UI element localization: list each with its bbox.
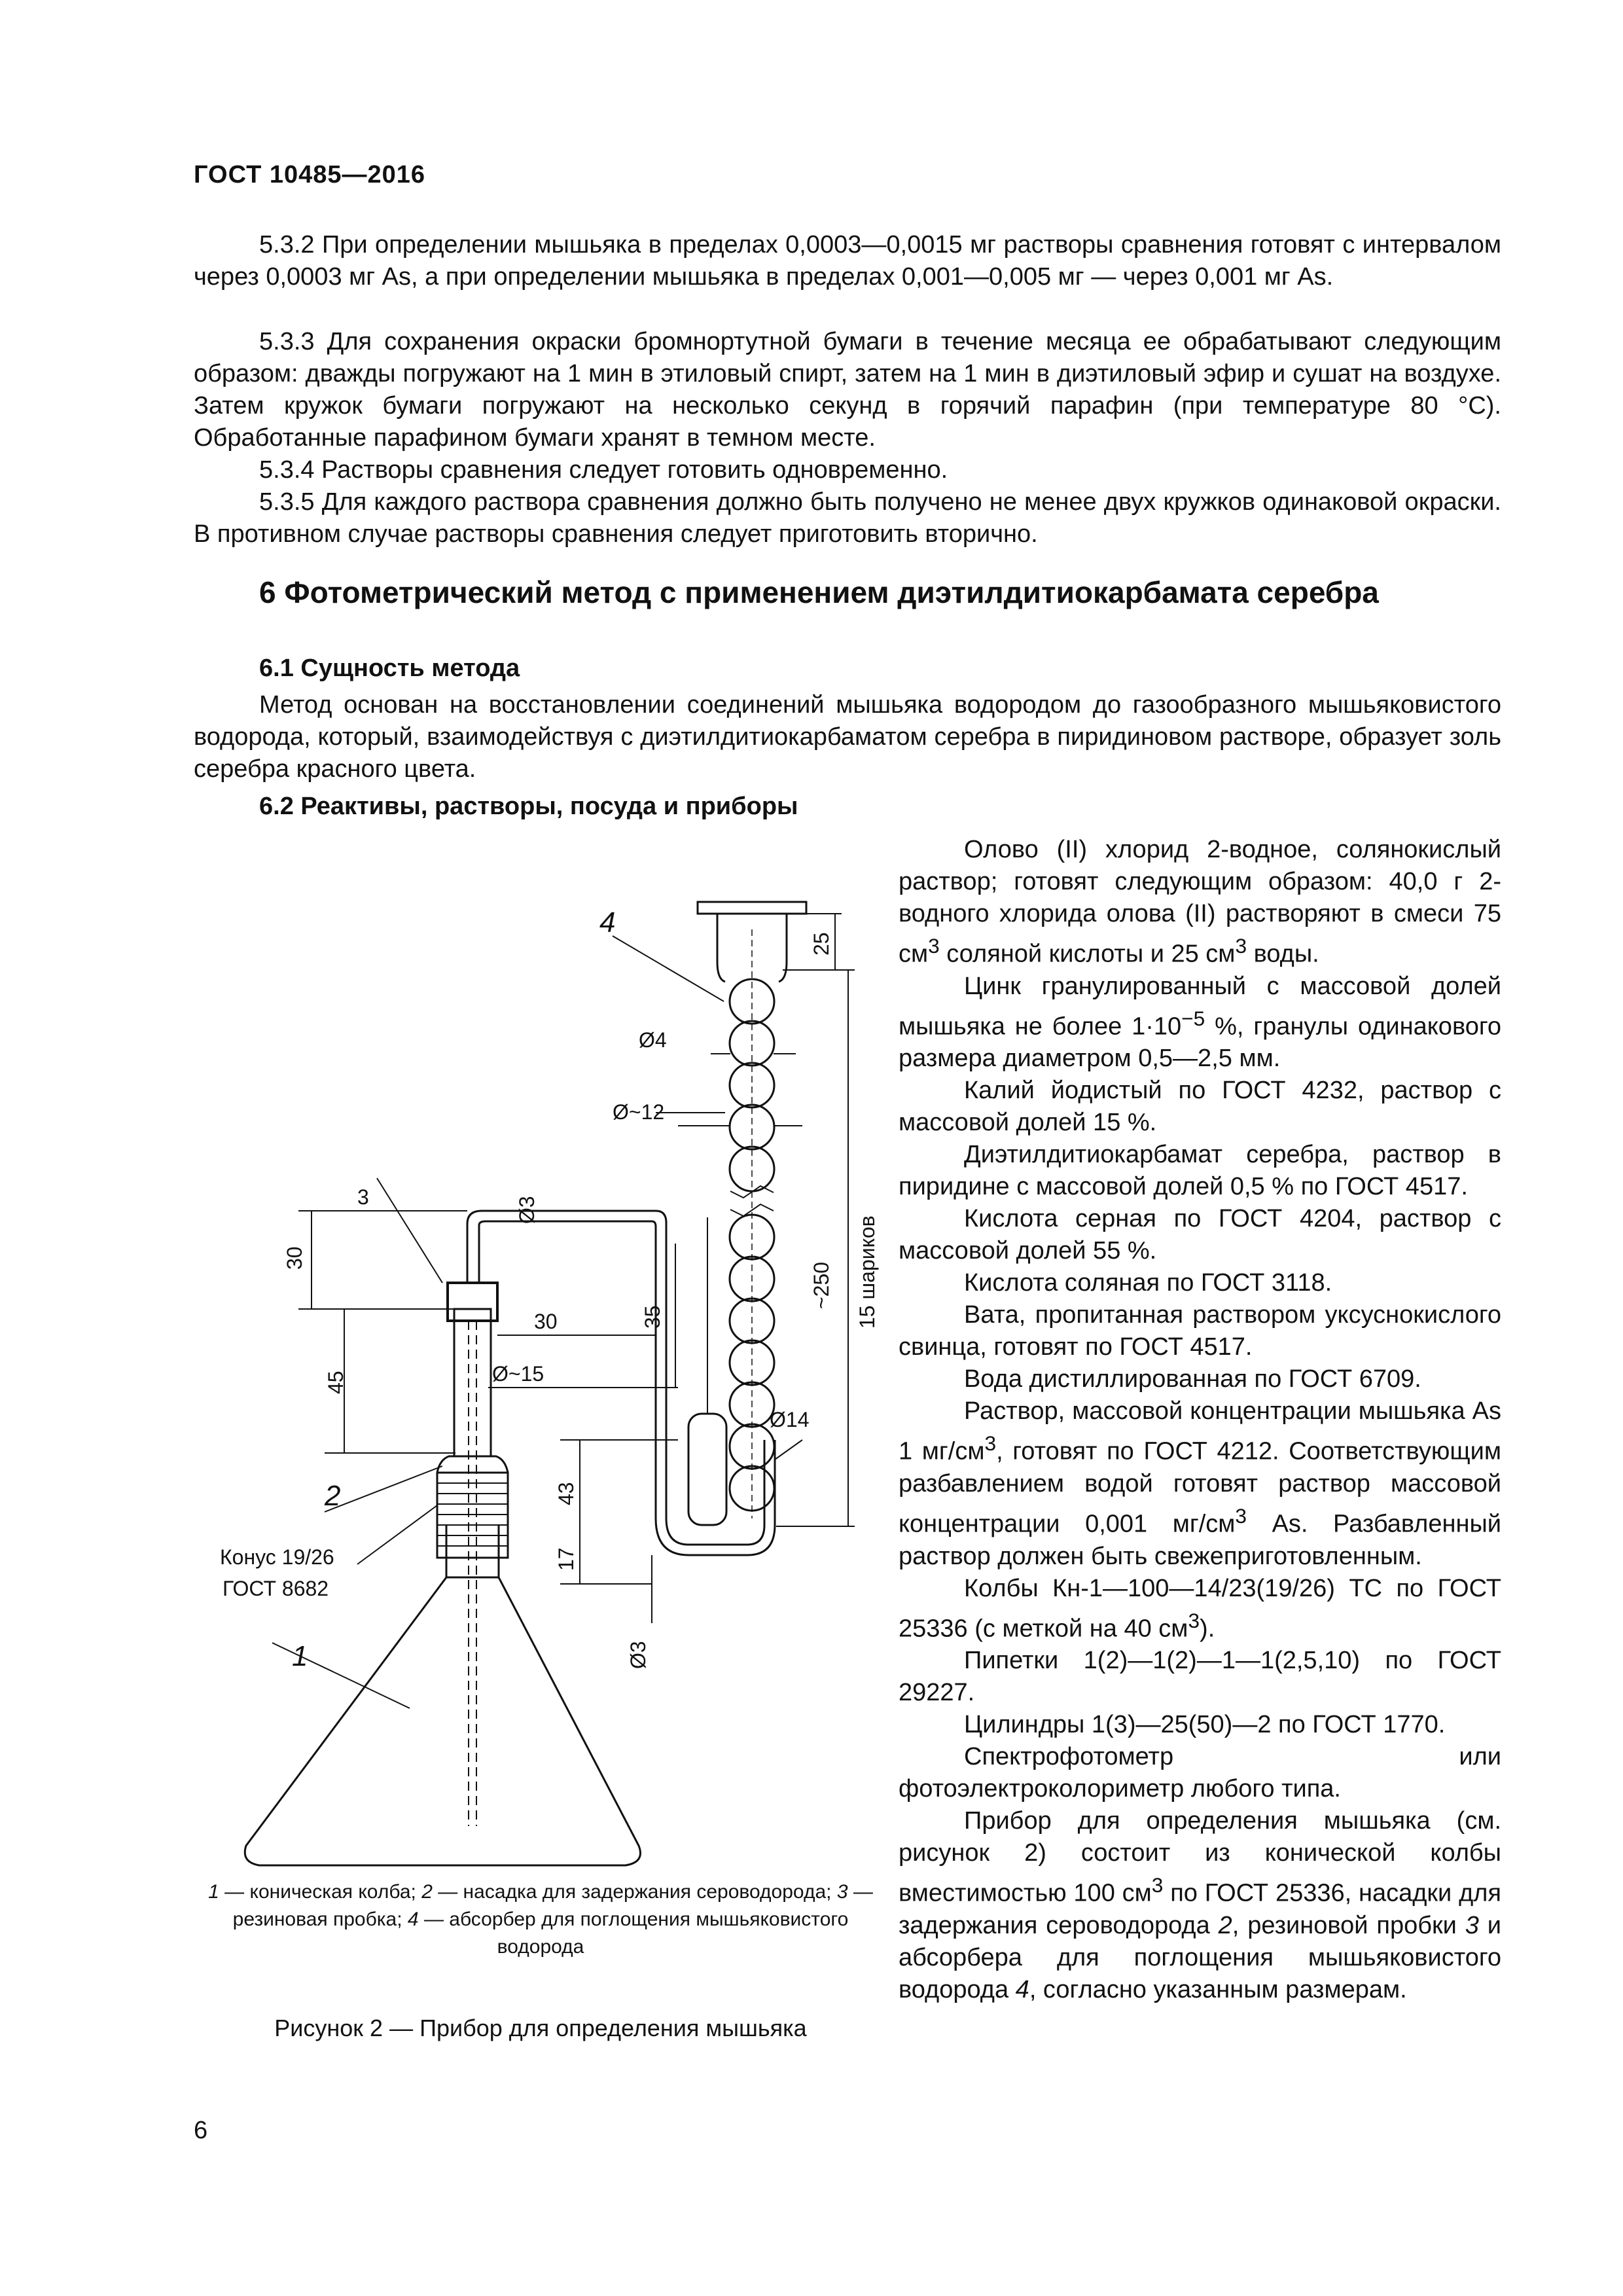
page-number: 6 bbox=[194, 2117, 208, 2144]
reagent-silver-ddtc: Диэтилдитиокарбамат серебра, раствор в пиридине с массовой долей 0,5 % по ГОСТ 4517. bbox=[899, 1141, 1501, 1201]
reagent-hydrochloric-acid: Кислота соляная по ГОСТ 3118. bbox=[964, 1269, 1332, 1297]
label-dim250: ~250 bbox=[810, 1261, 833, 1309]
label-d4: Ø4 bbox=[639, 1028, 667, 1052]
paragraph-5-3-3: 5.3.3 Для сохранения окраски бромнортутной бумаги в течение месяца ее обрабатывают следующим образом: дважды погружают на 1 мин в этиловый спирт, затем на 1 мин в диэтиловый эфир и сушат на воздухе. Затем кружок бумаги погружают на несколько секунд в горячий парафин (при температуре 80 °С). Обработанные парафином бумаги хранят в темном месте. bbox=[194, 328, 1501, 452]
figure-title: Рисунок 2 — Прибор для определения мышьяка bbox=[274, 2015, 807, 2041]
reagent-sulfuric-acid: Кислота серная по ГОСТ 4204, раствор с массовой долей 55 %. bbox=[899, 1205, 1501, 1265]
label-1: 1 bbox=[292, 1640, 308, 1672]
reagent-zinc: Цинк гранулированный с массовой долей мышьяка не более $1\cdot 10^{-5}$ %, гранулы одинакового размера диаметром 0,5—2,5 мм. bbox=[899, 972, 1501, 1073]
paragraph-5-3-2: 5.3.2 При определении мышьяка в пределах 0,0003—0,0015 мг растворы сравнения готовят с интервалом через 0,0003 мг As, а при определении мышьяка в пределах 0,001—0,005 мг — через 0,001 мг As. bbox=[194, 231, 1501, 291]
label-dim43: 43 bbox=[554, 1482, 578, 1505]
figure-caption: 1 — коническая колба; 2 — насадка для задержания сероводорода; 3 — резиновая пробка; 4 — абсорбер для поглощения мышьяковистого водорода bbox=[208, 1881, 873, 1958]
equipment-pipettes: Пипетки 1(2)—1(2)—1—1(2,5,10) по ГОСТ 29227. bbox=[899, 1647, 1501, 1707]
document-header: ГОСТ 10485—2016 bbox=[194, 161, 426, 188]
label-d15: Ø~15 bbox=[492, 1362, 544, 1386]
equipment-spectrophotometer: Спектрофотометр или фотоэлектроколориметр любого типа. bbox=[899, 1743, 1501, 1803]
label-2: 2 bbox=[325, 1480, 341, 1512]
reagents-list bbox=[899, 834, 1501, 2006]
label-balls: 15 шариков bbox=[855, 1215, 879, 1329]
equipment-device-description: Прибор для определения мышьяка (см. рисунок 2) состоит из конической колбы вместимостью 100 $см^3$ по ГОСТ 25336, насадки для задержания сероводорода 2, резиновой пробки 3 и абсорбера для поглощения мышьяковистого водорода 4, согласно указанным размерам. bbox=[899, 1807, 1501, 2003]
reagent-arsenic-solution: Раствор, массовой концентрации мышьяка As 1 $мг/см^3$, готовят по ГОСТ 4212. Соответствующим разбавлением водой готовят раствор массовой концентрации 0,001 $мг/см^3$ As. Разбавленный раствор должен быть свежеприготовленным. bbox=[899, 1397, 1502, 1570]
label-dim25: 25 bbox=[810, 932, 833, 956]
label-4: 4 bbox=[599, 906, 616, 939]
label-d3-top: Ø3 bbox=[515, 1196, 539, 1224]
equipment-cylinders: Цилиндры 1(3)—25(50)—2 по ГОСТ 1770. bbox=[964, 1711, 1446, 1739]
equipment-flasks: Колбы Кн-1—100—14/23(19/26) ТС по ГОСТ 25336 (с меткой на 40 $см^3$). bbox=[899, 1574, 1501, 1643]
figure-2-arsenic-apparatus bbox=[194, 851, 887, 1872]
reagent-lead-acetate-cotton: Вата, пропитанная раствором уксуснокислого свинца, готовят по ГОСТ 4517. bbox=[899, 1301, 1501, 1361]
subsection-6-1-title: 6.1 Сущность метода bbox=[259, 655, 520, 682]
section-6-title: 6 Фотометрический метод с применением диэтилдитиокарбамата серебра bbox=[259, 575, 1379, 609]
label-dim30-left: 30 bbox=[283, 1246, 306, 1270]
subsection-6-2-title: 6.2 Реактивы, растворы, посуда и приборы bbox=[259, 793, 798, 820]
reagent-potassium-iodide: Калий йодистый по ГОСТ 4232, раствор с массовой долей 15 %. bbox=[899, 1077, 1501, 1137]
conical-flask bbox=[245, 1577, 640, 1865]
paragraph-5-3-4: 5.3.4 Растворы сравнения следует готовить одновременно. bbox=[259, 456, 948, 484]
label-dim45: 45 bbox=[324, 1371, 348, 1394]
label-d3-bottom: Ø3 bbox=[626, 1641, 650, 1669]
reagent-distilled-water: Вода дистиллированная по ГОСТ 6709. bbox=[964, 1365, 1421, 1393]
label-d14: Ø14 bbox=[770, 1408, 810, 1431]
label-dim30-mid: 30 bbox=[534, 1310, 558, 1333]
label-dim35: 35 bbox=[641, 1305, 664, 1329]
paragraph-6-1: Метод основан на восстановлении соединений мышьяка водородом до газообразного мышьяковистого водорода, который, взаимодействуя с диэтилдитиокарбаматом серебра в пиридиновом растворе, образует золь серебра красного цвета. bbox=[194, 691, 1501, 783]
label-cone-2: ГОСТ 8682 bbox=[223, 1577, 329, 1600]
reagent-tin-chloride: Олово (II) хлорид 2-водное, солянокислый раствор; готовят следующим образом: 40,0 г 2-водного хлорида олова (II) растворяют в смеси 75 $см^3$ соляной кислоты и 25 $см^3$ воды. bbox=[899, 836, 1501, 968]
hydrogen-sulfide-trap bbox=[454, 1309, 491, 1456]
label-3: 3 bbox=[357, 1185, 369, 1209]
paragraph-5-3-5: 5.3.5 Для каждого раствора сравнения должно быть получено не менее двух кружков одинаковой окраски. В противном случае растворы сравнения следует приготовить вторично. bbox=[194, 488, 1501, 548]
label-dim17: 17 bbox=[554, 1547, 578, 1571]
label-cone-1: Конус 19/26 bbox=[220, 1545, 334, 1569]
label-d12: Ø~12 bbox=[613, 1100, 665, 1124]
